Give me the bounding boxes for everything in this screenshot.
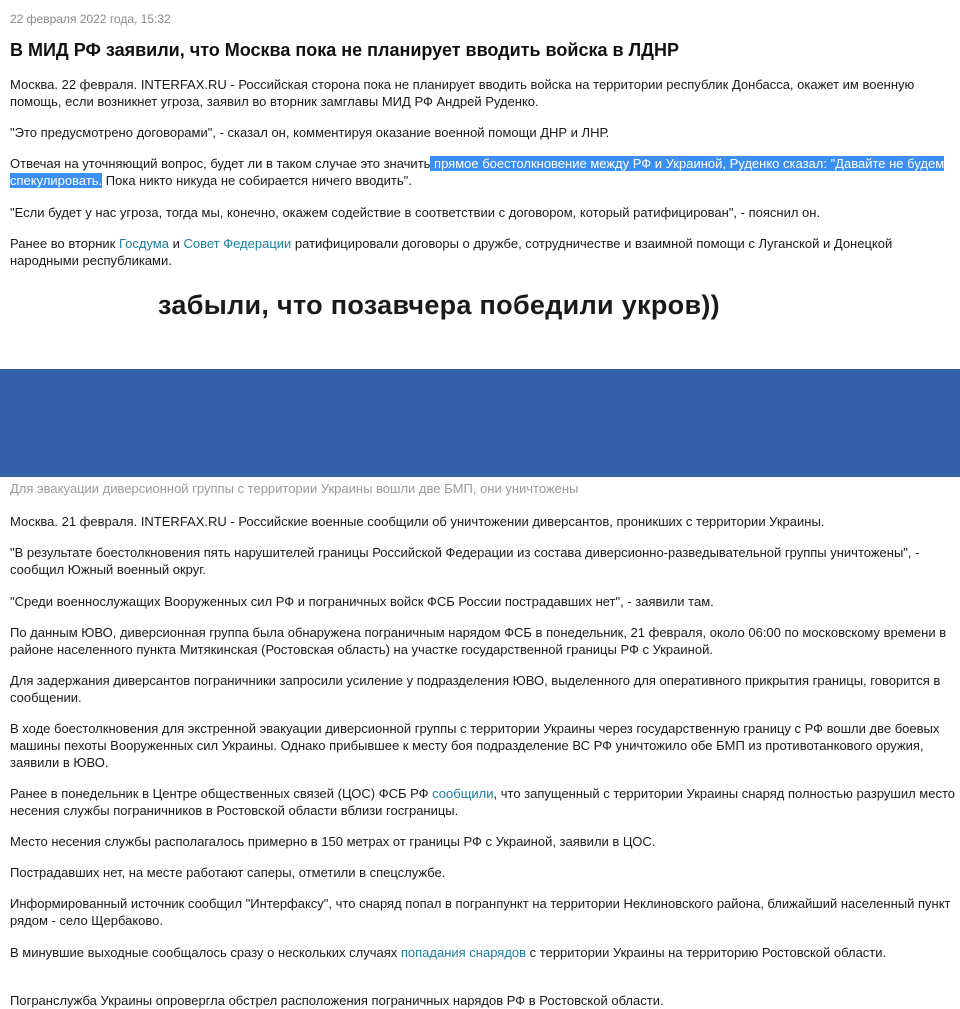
article-paragraph: По данным ЮВО, диверсионная группа была обнаружена пограничным нарядом ФСБ в понедельник, 21 февраля, около 06:00 по московскому времени в районе населенного пункта Митякинская (Ростовская область) на участке государственной границы РФ с Украиной.: [10, 625, 947, 657]
article-top: [0, 0, 960, 278]
meme-caption: [0, 290, 960, 321]
link-soobschili[interactable]: сообщили: [432, 786, 494, 801]
link-gosduma[interactable]: Госдума: [118, 236, 169, 251]
blue-divider-band: [0, 369, 960, 477]
paragraph-text: Отвечая на уточняющий вопрос, будет ли в таком случае это значить: [10, 156, 431, 171]
article-paragraph: Москва. 21 февраля. INTERFAX.RU - Российские военные сообщили об уничтожении диверсантов, проникших с территории Украины.: [10, 514, 825, 529]
article-paragraph: [10, 235, 952, 269]
article-paragraph: "Это предусмотрено договорами", - сказал он, комментируя оказание военной помощи ДНР и ЛНР.: [10, 125, 610, 140]
paragraph-text: и: [168, 236, 184, 251]
article-paragraph: Место несения службы располагалось примерно в 150 метрах от границы РФ с Украиной, заявили в ЦОС.: [10, 834, 656, 849]
paragraph-text: В минувшие выходные сообщалось сразу о нескольких случаях: [10, 945, 401, 960]
article-date: 22 февраля 2022 года, 15:32: [10, 12, 171, 26]
article-paragraph: В ходе боестолкновения для экстренной эвакуации диверсионной группы с территории Украины через государственную границу с РФ вошли две боевых машины пехоты Вооруженных сил Украины. Однако прибывшее к месту боя подразделение ВС РФ уничтожило обе БМП из противотанкового оружия, заявили в ЮВО.: [10, 721, 940, 770]
article-lead: Для эвакуации диверсионной группы с территории Украины вошли две БМП, они уничтожены: [10, 481, 579, 496]
caption-text: забыли, что позавчера победили укров)): [158, 290, 720, 320]
article-paragraph: [10, 155, 952, 189]
link-popadaniya-snaryadov[interactable]: попадания снарядов: [400, 945, 527, 960]
paragraph-text: Пока никто никуда не собирается ничего вводить".: [102, 173, 412, 188]
article-paragraph: [10, 944, 960, 961]
article-title: В МИД РФ заявили, что Москва пока не планирует вводить войска в ЛДНР: [10, 40, 679, 60]
article-bottom: [0, 477, 960, 1007]
paragraph-text: ратифицировали договоры о дружбе, сотрудничестве и взаимной помощи с Луганской и Донецкой народными республиками.: [10, 236, 893, 268]
article-paragraph: [10, 785, 960, 819]
article-paragraph: Погранслужба Украины опровергла обстрел расположения пограничных нарядов РФ в Ростовской области.: [10, 993, 664, 1008]
article-paragraph: Москва. 22 февраля. INTERFAX.RU - Российская сторона пока не планирует вводить войска на территории республик Донбасса, окажет им военную помощь, если возникнет угроза, заявил во вторник замглавы МИД РФ Андрей Руденко.: [10, 77, 915, 109]
article-paragraph: Информированный источник сообщил "Интерфаксу", что снаряд попал в погранпункт на территории Неклиновского района, ближайший населенный пункт рядом - село Щербаково.: [10, 896, 951, 928]
selected-text[interactable]: прямое боестолкновение между РФ и Украиной, Руденко сказал: "Давайте не будем спекулировать.: [10, 156, 945, 188]
article-paragraph: Пострадавших нет, на месте работают саперы, отметили в спецслужбе.: [10, 865, 446, 880]
paragraph-text: , что запущенный с территории Украины снаряд полностью разрушил место несения службы пограничников в Ростовской области вблизи госграницы.: [10, 786, 955, 818]
article-paragraph: "В результате боестолкновения пять нарушителей границы Российской Федерации из состава диверсионно-разведывательной группы уничтожены", - сообщил Южный военный округ.: [10, 545, 920, 577]
article-paragraph: Для задержания диверсантов пограничники запросили усиление у подразделения ЮВО, выделенного для оперативного прикрытия границы, говорится в сообщении.: [10, 673, 941, 705]
article-paragraph: "Среди военнослужащих Вооруженных сил РФ и пограничных войск ФСБ России пострадавших нет", - заявили там.: [10, 594, 714, 609]
article-paragraph: "Если будет у нас угроза, тогда мы, конечно, окажем содействие в соответствии с договором, который ратифицирован", - пояснил он.: [10, 205, 821, 220]
paragraph-text: Ранее во вторник: [10, 236, 119, 251]
link-sovet-federacii[interactable]: Совет Федерации: [183, 236, 292, 251]
paragraph-text: с территории Украины на территорию Ростовской области.: [526, 945, 887, 960]
paragraph-text: Ранее в понедельник в Центре общественных связей (ЦОС) ФСБ РФ: [10, 786, 433, 801]
